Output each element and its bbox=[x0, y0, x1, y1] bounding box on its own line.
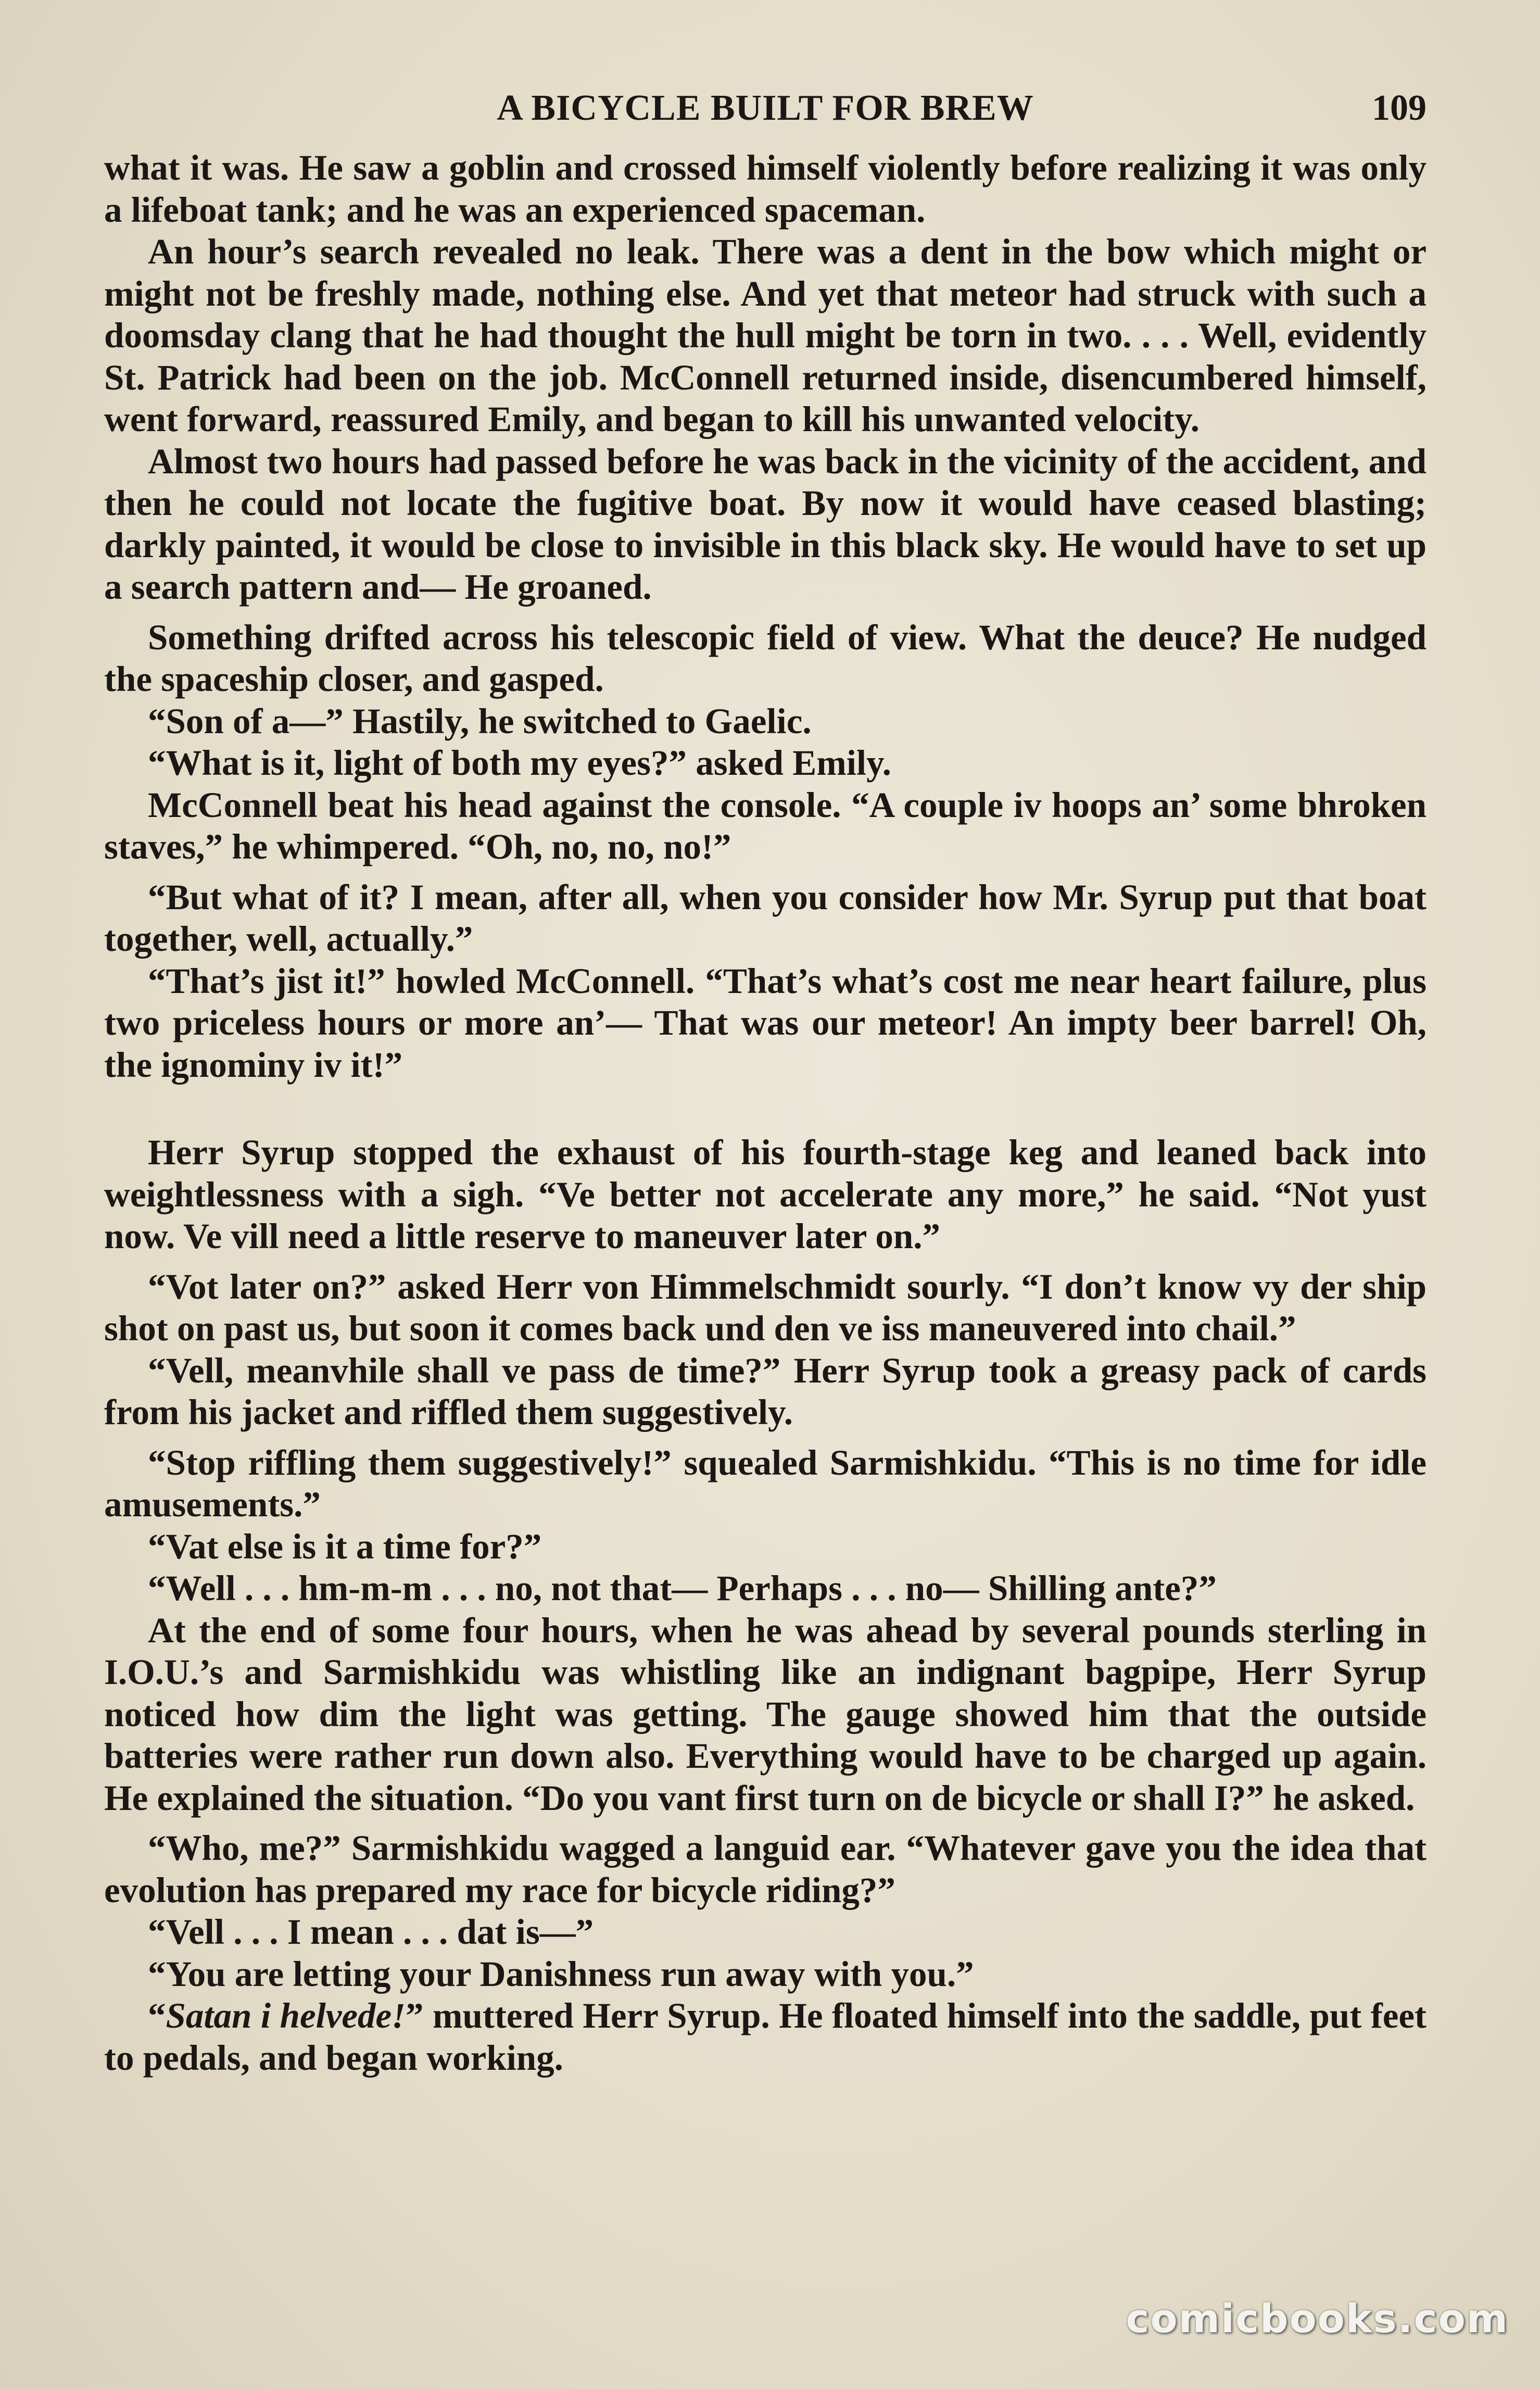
paragraph: Almost two hours had passed before he was back in the vicinity of the accident, and then he could not locate the fugitive boat. By now it would have ceased blasting; darkly painted, it would be close to invisible in this black sky. He would have to set up a search pattern and— He groaned. bbox=[104, 441, 1427, 607]
paragraph: “Vell . . . I mean . . . dat is—” bbox=[148, 1912, 594, 1952]
paragraph: At the end of some four hours, when he was ahead by several pounds sterling in I.O.U.’s and Sarmishkidu was whistling like an indignant bagpipe, Herr Syrup noticed how dim the light was getting. The gauge showed him that the outside batteries were rather run down also. Everything would have to be charged up again. He explained the situation. “Do you vant first turn on de bicycle or shall I?” he asked. bbox=[104, 1610, 1427, 1818]
page-number: 109 bbox=[1372, 88, 1427, 128]
paragraph: “Stop riffling them suggestively!” squealed Sarmishkidu. “This is no time for idle amusements.” bbox=[104, 1442, 1427, 1524]
watermark: comicbooks.com bbox=[1126, 2295, 1509, 2342]
open-quote: “ bbox=[148, 1996, 166, 2035]
paragraph: McConnell beat his head against the console. “A couple iv hoops an’ some bhroken staves,” he whimpered. “Oh, no, no, no!” bbox=[104, 785, 1427, 866]
paragraph: “Vot later on?” asked Herr von Himmelschmidt sourly. “I don’t know vy der ship shot on past us, but soon it comes back und den ve iss maneuvered into chail.” bbox=[104, 1266, 1427, 1348]
running-title: A BICYCLE BUILT FOR BREW bbox=[497, 88, 1034, 128]
body-text bbox=[104, 147, 1427, 2079]
paragraph: Something drifted across his telescopic field of view. What the deuce? He nudged the spaceship closer, and gasped. bbox=[104, 617, 1427, 699]
paragraph: “What is it, light of both my eyes?” asked Emily. bbox=[148, 743, 892, 783]
italic-phrase: Satan i helvede! bbox=[166, 1996, 406, 2035]
running-head bbox=[104, 82, 1427, 134]
paragraph bbox=[104, 1995, 1427, 2079]
paragraph-rest: ” muttered Herr Syrup. He floated himself into the saddle, put feet to pedals, and began working. bbox=[104, 1996, 1427, 2078]
paragraph: “You are letting your Danishness run away with you.” bbox=[148, 1954, 974, 1994]
paragraph: “That’s jist it!” howled McConnell. “That’s what’s cost me near heart failure, plus two priceless hours or more an’— That was our meteor! An impty beer barrel! Oh, the ignominy iv it!” bbox=[104, 961, 1427, 1085]
paragraph: “Who, me?” Sarmishkidu wagged a languid ear. “Whatever gave you the idea that evolution has prepared my race for bicycle riding?” bbox=[104, 1828, 1427, 1910]
paragraph: “But what of it? I mean, after all, when you consider how Mr. Syrup put that boat together, well, actually.” bbox=[104, 877, 1427, 959]
paragraph: “Vell, meanvhile shall ve pass de time?” Herr Syrup took a greasy pack of cards from his jacket and riffled them suggestively. bbox=[104, 1350, 1427, 1432]
paragraph: Herr Syrup stopped the exhaust of his fourth-stage keg and leaned back into weightlessness with a sigh. “Ve better not accelerate any more,” he said. “Not yust now. Ve vill need a little reserve to maneuver later on.” bbox=[104, 1133, 1427, 1256]
paragraph: “Well . . . hm-m-m . . . no, not that— Perhaps . . . no— Shilling ante?” bbox=[148, 1568, 1217, 1608]
paragraph: “Vat else is it a time for?” bbox=[148, 1526, 542, 1566]
paragraph: “Son of a—” Hastily, he switched to Gaelic. bbox=[148, 701, 812, 741]
paragraph: An hour’s search revealed no leak. There was a dent in the bow which might or might not be freshly made, nothing else. And yet that meteor had struck with such a doomsday clang that he had thought the hull might be torn in two. . . . Well, evidently St. Patrick had been on the job. McConnell returned inside, disencumbered himself, went forward, reassured Emily, and began to kill his unwanted velocity. bbox=[104, 232, 1427, 439]
paragraph: what it was. He saw a goblin and crossed himself violently before realizing it was only a lifeboat tank; and he was an experienced spaceman. bbox=[104, 148, 1427, 230]
